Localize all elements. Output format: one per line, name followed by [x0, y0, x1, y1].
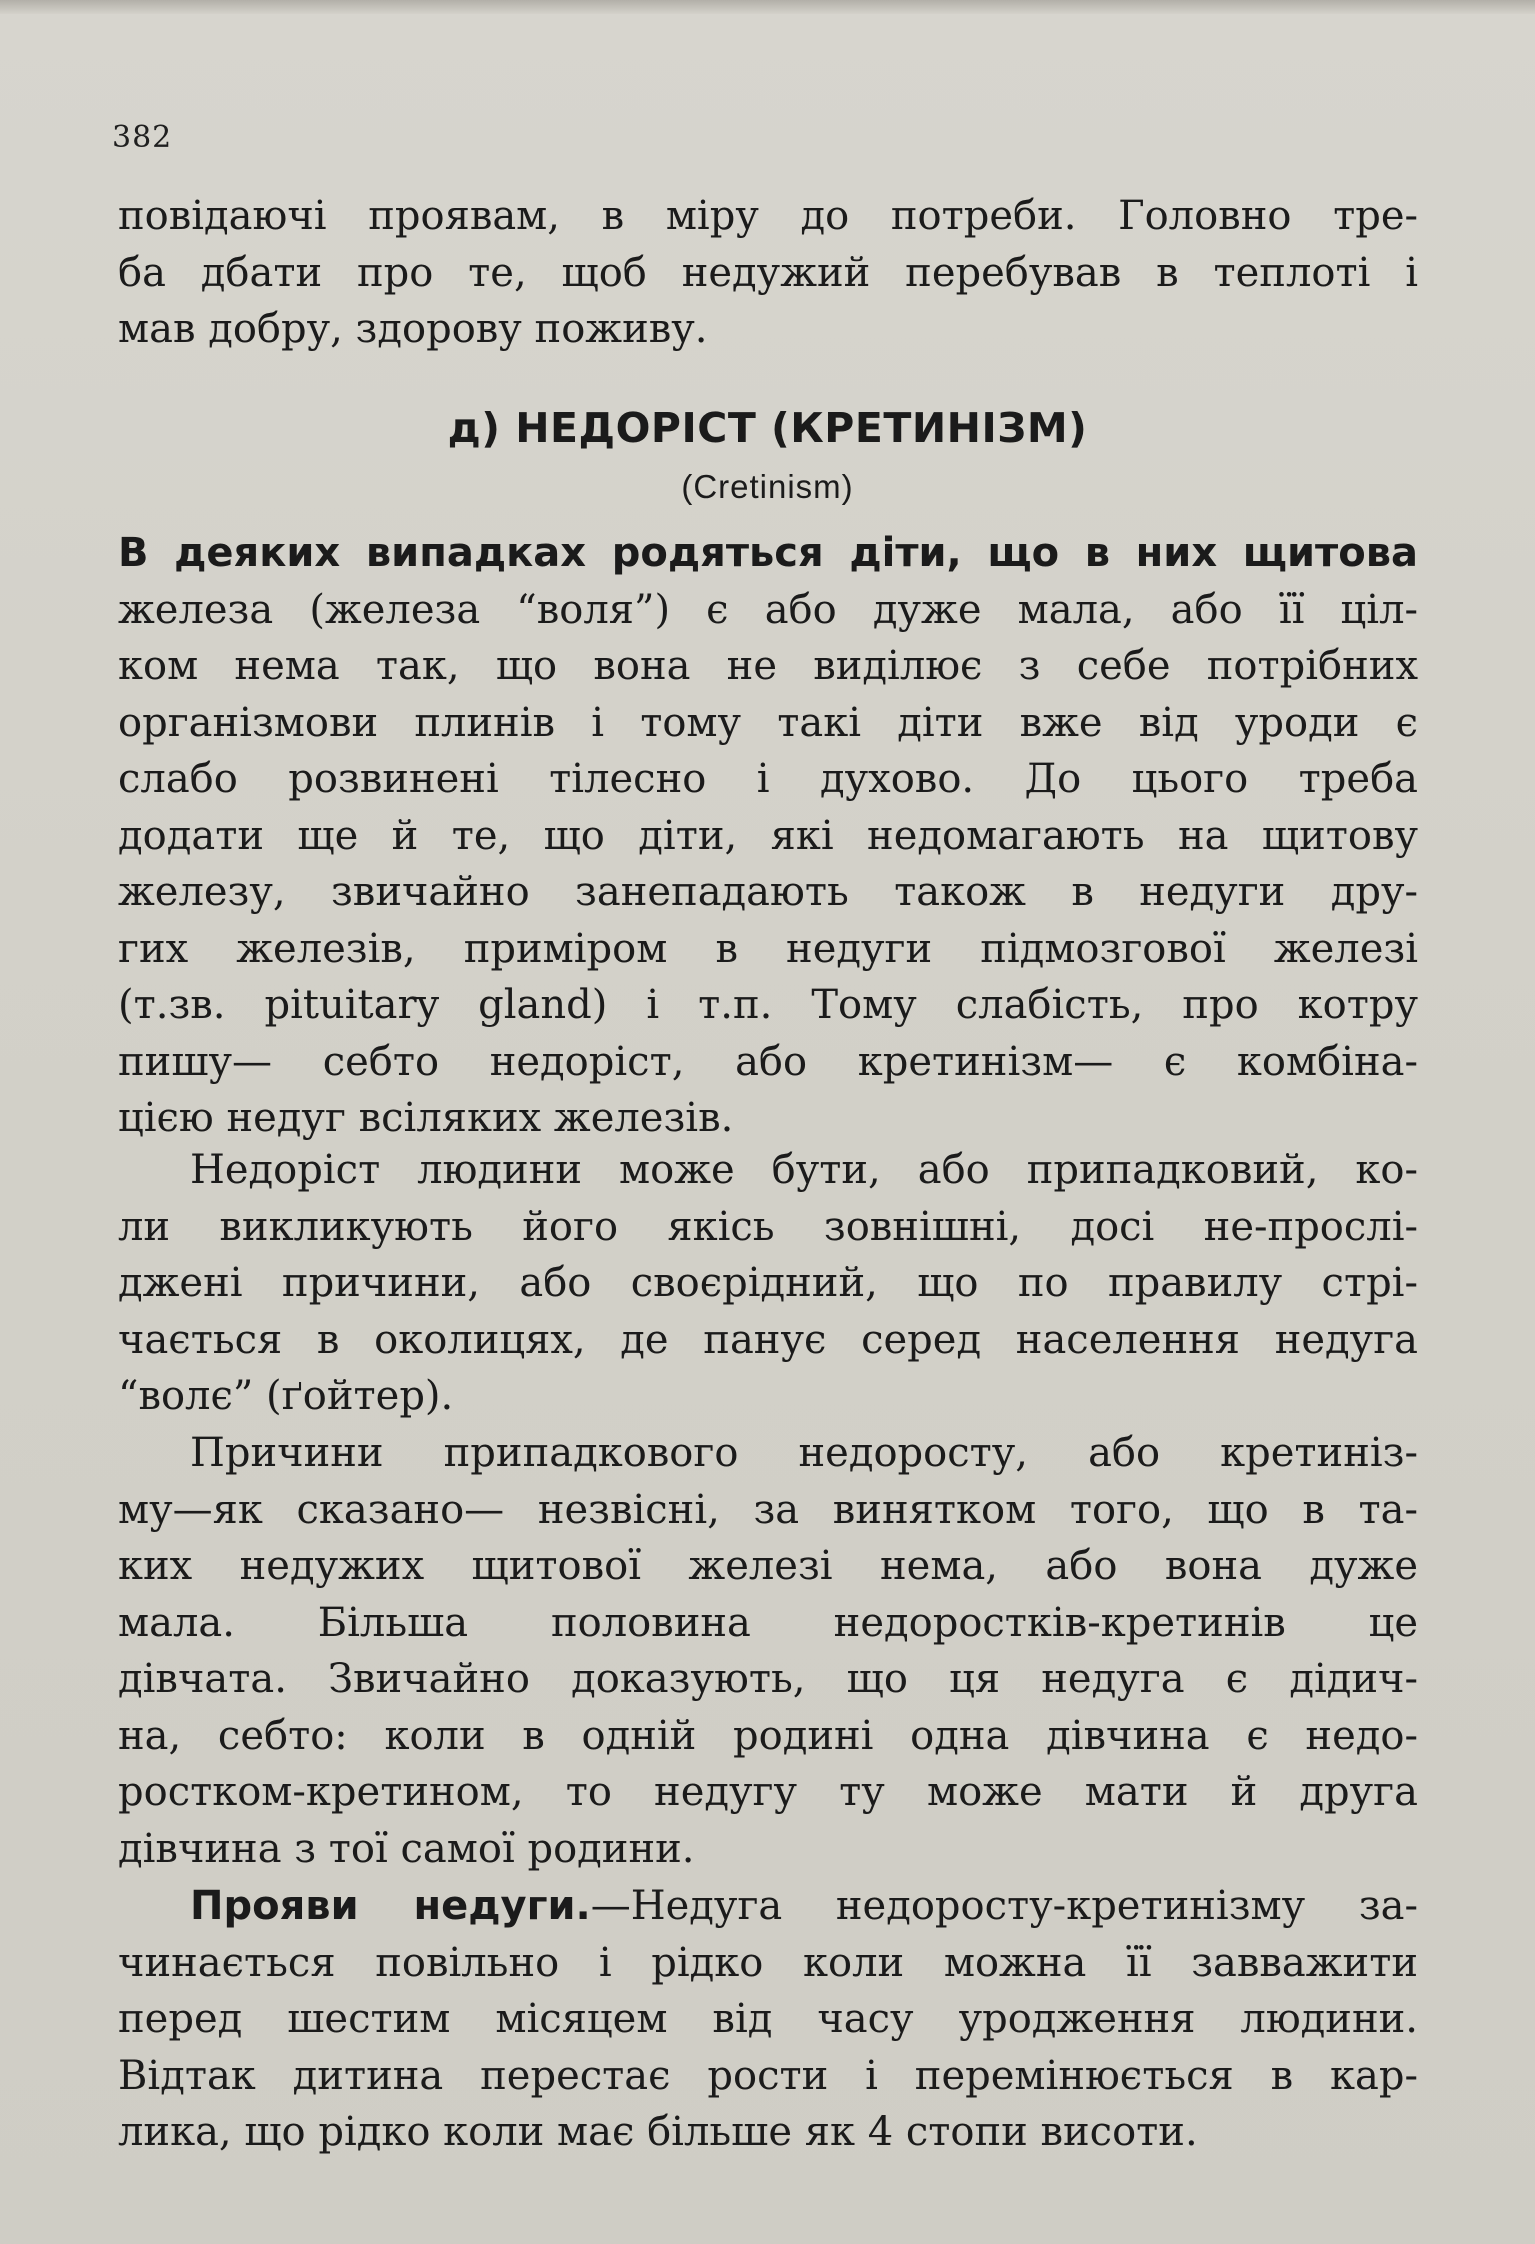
text-line: Причини припадкового недоросту, або кретиніз- [190, 1430, 1418, 1476]
text-line: слабо розвинені тілесно і духово. До цього треба [118, 756, 1418, 802]
section-subheading: (Cretinism) [681, 468, 854, 505]
intro-paragraph [118, 188, 1418, 358]
text-line: дівчата. Звичайно доказують, що ця недуга є дідич- [118, 1656, 1418, 1702]
paragraph-1 [118, 525, 1418, 1147]
text-line: ких недужих щитової железі нема, або вона дуже [118, 1543, 1418, 1589]
text-line: Відтак дитина перестає рости і перемінюється в кар- [118, 2052, 1418, 2099]
text-line: “волє” (ґойтер). [118, 1373, 454, 1419]
text-line: пишу— себто недоріст, або кретинізм— є комбіна- [118, 1038, 1418, 1085]
paragraph-3 [118, 1425, 1418, 1877]
text-line [118, 1878, 1418, 1935]
text-line: ростком-кретином, то недугу ту може мати й друга [118, 1769, 1418, 1815]
text-line: ба дбати про те, щоб недужий перебував в теплоті і [118, 249, 1418, 296]
text-line: Недоріст людини може бути, або припадковий, ко- [190, 1147, 1418, 1193]
section-heading: д) НЕДОРІСТ (КРЕТИНІЗМ) [447, 404, 1088, 452]
text-line: чається в околицях, де панує серед населення недуга [118, 1316, 1418, 1363]
text-line: чинається повільно і рідко коли можна її завважити [118, 1939, 1418, 1986]
text-line: железа (железа “воля”) є або дуже мала, або її ціл- [118, 586, 1418, 633]
page-number: 382 [112, 120, 173, 155]
text-line: му—як сказано— незвісні, за винятком того, що в та- [118, 1486, 1418, 1533]
text-line: мав добру, здорову поживу. [118, 306, 708, 352]
text-line: (т.зв. pituitary gland) і т.п. Тому слабість, про котру [118, 982, 1418, 1028]
text-line: В деяких випадках родяться діти, що в них щитова [118, 530, 1418, 576]
text-line: лика, що рідко коли має більше як 4 стопи висоти. [118, 2109, 1198, 2155]
text-line: мала. Більша половина недоростків-кретинів це [118, 1599, 1418, 1646]
text-line: цією недуг всіляких железів. [118, 1095, 734, 1141]
paragraph-2 [118, 1142, 1418, 1425]
text-line: железу, звичайно занепадають також в недуги дру- [118, 869, 1418, 915]
paragraph-lead-bold: Прояви недуги. [190, 1883, 591, 1929]
page-top-shadow [0, 0, 1535, 14]
text-line: ком нема так, що вона не виділює з себе потрібних [118, 643, 1418, 689]
text-line: на, себто: коли в одній родині одна дівчина є недо- [118, 1712, 1418, 1759]
text-line: організмови плинів і тому такі діти вже від уроди є [118, 699, 1418, 746]
text-line: ли викликують його якісь зовнішні, досі не-прослі- [118, 1203, 1418, 1250]
text-line: додати ще й те, що діти, які недомагають на щитову [118, 812, 1418, 859]
text-line: гих железів, приміром в недуги підмозгової железі [118, 925, 1418, 972]
text-line: дівчина з тої самої родини. [118, 1825, 695, 1872]
paragraph-lead-rest: —Недуга недоросту-кретинізму за- [590, 1883, 1418, 1929]
paragraph-4 [118, 1878, 1418, 2161]
text-line: перед шестим місяцем від часу уродження людини. [118, 1996, 1418, 2042]
text-line: джені причини, або своєрідний, що по правилу стрі- [118, 1260, 1418, 1306]
text-line: повідаючі проявам, в міру до потреби. Головно тре- [118, 193, 1418, 239]
